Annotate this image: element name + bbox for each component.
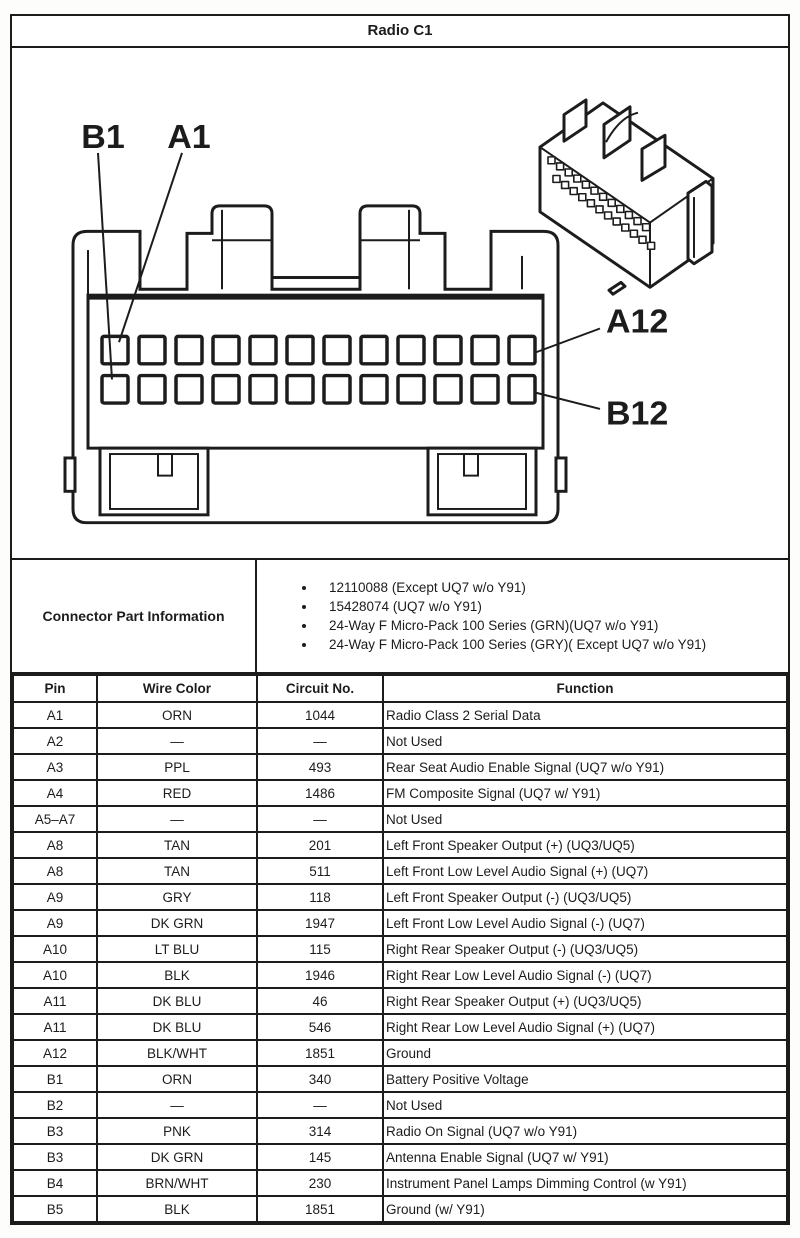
- left-side-notch: [65, 458, 75, 491]
- column-header: Function: [383, 675, 787, 702]
- connector-part-item: • 12110088 (Except UQ7 w/o Y91): [317, 580, 706, 595]
- b1-label: B1: [81, 119, 125, 156]
- pin-cell: A11: [13, 1014, 97, 1040]
- a12-label: A12: [606, 303, 669, 341]
- pin-hole: [548, 157, 555, 164]
- pin-hole: [605, 212, 612, 219]
- table-row: [13, 1144, 787, 1170]
- pin: [435, 336, 461, 363]
- pin-cell: B3: [13, 1118, 97, 1144]
- wire-color-cell: BLK: [97, 1196, 257, 1222]
- circuit-no-cell: 340: [257, 1066, 383, 1092]
- circuit-no-cell: 201: [257, 832, 383, 858]
- table-row: [13, 702, 787, 728]
- wire-color-cell: RED: [97, 780, 257, 806]
- pin-cell: A9: [13, 910, 97, 936]
- pin: [139, 376, 165, 403]
- pin-hole: [617, 206, 624, 213]
- table-row: [13, 780, 787, 806]
- pin: [324, 336, 350, 363]
- function-cell: Antenna Enable Signal (UQ7 w/ Y91): [383, 1144, 787, 1170]
- wire-color-cell: ORN: [97, 1066, 257, 1092]
- circuit-no-cell: 1946: [257, 962, 383, 988]
- function-cell: Rear Seat Audio Enable Signal (UQ7 w/o Y91): [383, 754, 787, 780]
- circuit-no-cell: 118: [257, 884, 383, 910]
- pin-cell: A8: [13, 858, 97, 884]
- function-cell: Left Front Speaker Output (+) (UQ3/UQ5): [383, 832, 787, 858]
- pin-hole: [625, 212, 632, 219]
- table-row: [13, 1196, 787, 1222]
- radio-c1-panel: [10, 14, 790, 1225]
- pin: [324, 376, 350, 403]
- pin-cell: A8: [13, 832, 97, 858]
- pin-cell: B5: [13, 1196, 97, 1222]
- table-row: [13, 1040, 787, 1066]
- wire-color-cell: PNK: [97, 1118, 257, 1144]
- wire-color-cell: —: [97, 806, 257, 832]
- pin-hole: [565, 169, 572, 176]
- bottom-left-latch: [100, 448, 208, 515]
- circuit-no-cell: 511: [257, 858, 383, 884]
- function-cell: Battery Positive Voltage: [383, 1066, 787, 1092]
- function-cell: Right Rear Speaker Output (+) (UQ3/UQ5): [383, 988, 787, 1014]
- circuit-no-cell: 1044: [257, 702, 383, 728]
- table-row: [13, 910, 787, 936]
- table-row: [13, 1170, 787, 1196]
- pin-hole: [613, 218, 620, 225]
- pin: [250, 336, 276, 363]
- wire-color-cell: TAN: [97, 858, 257, 884]
- column-header: Wire Color: [97, 675, 257, 702]
- pin-cell: B4: [13, 1170, 97, 1196]
- pin: [176, 376, 202, 403]
- pin: [509, 336, 535, 363]
- connector-drawing: [12, 48, 788, 558]
- table-row: [13, 1118, 787, 1144]
- connector-part-list: [257, 576, 706, 656]
- circuit-no-cell: 1486: [257, 780, 383, 806]
- wire-color-cell: BRN/WHT: [97, 1170, 257, 1196]
- connector-front-view: [65, 206, 566, 523]
- function-cell: FM Composite Signal (UQ7 w/ Y91): [383, 780, 787, 806]
- pin-hole: [587, 200, 594, 207]
- function-cell: Ground: [383, 1040, 787, 1066]
- pin: [435, 376, 461, 403]
- pin-hole: [574, 175, 581, 182]
- wire-color-cell: DK BLU: [97, 988, 257, 1014]
- pin-hole: [557, 163, 564, 170]
- table-row: [13, 962, 787, 988]
- right-side-notch: [556, 458, 566, 491]
- connector-3d-view: [540, 100, 713, 294]
- pin-cell: B3: [13, 1144, 97, 1170]
- wire-color-cell: DK GRN: [97, 1144, 257, 1170]
- pin-hole: [634, 218, 641, 225]
- pin: [361, 376, 387, 403]
- wire-color-cell: BLK: [97, 962, 257, 988]
- function-cell: Radio Class 2 Serial Data: [383, 702, 787, 728]
- connector-part-item: • 24-Way F Micro-Pack 100 Series (GRN)(UQ7 w/o Y91): [317, 618, 706, 633]
- connector-part-item: • 24-Way F Micro-Pack 100 Series (GRY)( Except UQ7 w/o Y91): [317, 637, 706, 652]
- table-row: [13, 754, 787, 780]
- function-cell: Not Used: [383, 1092, 787, 1118]
- wire-color-cell: —: [97, 1092, 257, 1118]
- circuit-no-cell: 546: [257, 1014, 383, 1040]
- table-row: [13, 832, 787, 858]
- pin-hole: [630, 230, 637, 237]
- pin: [250, 376, 276, 403]
- pin: [509, 376, 535, 403]
- pin: [102, 336, 128, 363]
- table-row: [13, 1092, 787, 1118]
- connector-diagram: [12, 48, 788, 560]
- pin: [472, 336, 498, 363]
- connector-part-info-row: [12, 560, 788, 674]
- circuit-no-cell: —: [257, 806, 383, 832]
- pin-cell: A1: [13, 702, 97, 728]
- pin-hole: [591, 187, 598, 194]
- circuit-no-cell: 1851: [257, 1196, 383, 1222]
- function-cell: Not Used: [383, 728, 787, 754]
- wire-color-cell: DK BLU: [97, 1014, 257, 1040]
- pin-hole: [596, 206, 603, 213]
- pin-cell: A12: [13, 1040, 97, 1066]
- function-cell: Instrument Panel Lamps Dimming Control (w Y91): [383, 1170, 787, 1196]
- circuit-no-cell: 230: [257, 1170, 383, 1196]
- wire-color-cell: BLK/WHT: [97, 1040, 257, 1066]
- pin: [213, 336, 239, 363]
- pin-cell: A11: [13, 988, 97, 1014]
- column-header: Circuit No.: [257, 675, 383, 702]
- pin-cell: A9: [13, 884, 97, 910]
- wire-color-cell: LT BLU: [97, 936, 257, 962]
- pin: [361, 336, 387, 363]
- pin-cell: A3: [13, 754, 97, 780]
- connector-part-info-values: [257, 560, 788, 672]
- pin: [176, 336, 202, 363]
- pin: [287, 336, 313, 363]
- latch-bridge: [272, 278, 360, 290]
- pin-cell: B2: [13, 1092, 97, 1118]
- page-title: Radio C1: [12, 16, 788, 48]
- pin: [102, 376, 128, 403]
- end-wing-3d: [688, 181, 712, 263]
- pinout-header-row: [13, 675, 787, 702]
- pin-hole: [570, 188, 577, 195]
- circuit-no-cell: 314: [257, 1118, 383, 1144]
- table-row: [13, 936, 787, 962]
- connector-part-item: • 15428074 (UQ7 w/o Y91): [317, 599, 706, 614]
- function-cell: Right Rear Speaker Output (-) (UQ3/UQ5): [383, 936, 787, 962]
- function-cell: Right Rear Low Level Audio Signal (-) (UQ7): [383, 962, 787, 988]
- pin-cell: B1: [13, 1066, 97, 1092]
- pin: [472, 376, 498, 403]
- bottom-right-latch: [428, 448, 536, 515]
- pin-hole: [622, 224, 629, 231]
- a1-label: A1: [167, 119, 211, 156]
- circuit-no-cell: —: [257, 1092, 383, 1118]
- table-row: [13, 858, 787, 884]
- wire-color-cell: ORN: [97, 702, 257, 728]
- b12-label: B12: [606, 395, 669, 433]
- table-row: [13, 884, 787, 910]
- pin-hole: [582, 181, 589, 188]
- circuit-no-cell: —: [257, 728, 383, 754]
- table-row: [13, 728, 787, 754]
- circuit-no-cell: 1947: [257, 910, 383, 936]
- wire-color-cell: PPL: [97, 754, 257, 780]
- pin-hole: [600, 193, 607, 200]
- function-cell: Radio On Signal (UQ7 w/o Y91): [383, 1118, 787, 1144]
- circuit-no-cell: 493: [257, 754, 383, 780]
- table-row: [13, 1014, 787, 1040]
- foot-3d: [609, 282, 625, 294]
- circuit-no-cell: 115: [257, 936, 383, 962]
- column-header: Pin: [13, 675, 97, 702]
- pin-hole: [579, 194, 586, 201]
- function-cell: Left Front Low Level Audio Signal (+) (UQ7): [383, 858, 787, 884]
- pin-cell: A4: [13, 780, 97, 806]
- pin-hole: [562, 182, 569, 189]
- table-row: [13, 806, 787, 832]
- function-cell: Right Rear Low Level Audio Signal (+) (UQ7): [383, 1014, 787, 1040]
- wire-color-cell: DK GRN: [97, 910, 257, 936]
- pin-hole: [608, 199, 615, 206]
- circuit-no-cell: 46: [257, 988, 383, 1014]
- function-cell: Left Front Speaker Output (-) (UQ3/UQ5): [383, 884, 787, 910]
- pin-hole: [648, 242, 655, 249]
- function-cell: Not Used: [383, 806, 787, 832]
- pin: [213, 376, 239, 403]
- pin: [398, 336, 424, 363]
- pin-cell: A10: [13, 962, 97, 988]
- circuit-no-cell: 1851: [257, 1040, 383, 1066]
- pin-hole: [643, 224, 650, 231]
- table-row: [13, 988, 787, 1014]
- pin-hole: [553, 176, 560, 183]
- pin: [398, 376, 424, 403]
- circuit-no-cell: 145: [257, 1144, 383, 1170]
- pin: [287, 376, 313, 403]
- table-row: [13, 1066, 787, 1092]
- pin-cell: A2: [13, 728, 97, 754]
- pinout-body: [13, 702, 787, 1222]
- wire-color-cell: GRY: [97, 884, 257, 910]
- connector-part-info-label: Connector Part Information: [12, 560, 257, 672]
- pin-cell: A5–A7: [13, 806, 97, 832]
- pin: [139, 336, 165, 363]
- wire-color-cell: —: [97, 728, 257, 754]
- pin-hole: [639, 236, 646, 243]
- function-cell: Ground (w/ Y91): [383, 1196, 787, 1222]
- pinout-table: [12, 674, 788, 1223]
- wire-color-cell: TAN: [97, 832, 257, 858]
- function-cell: Left Front Low Level Audio Signal (-) (UQ7): [383, 910, 787, 936]
- pin-cell: A10: [13, 936, 97, 962]
